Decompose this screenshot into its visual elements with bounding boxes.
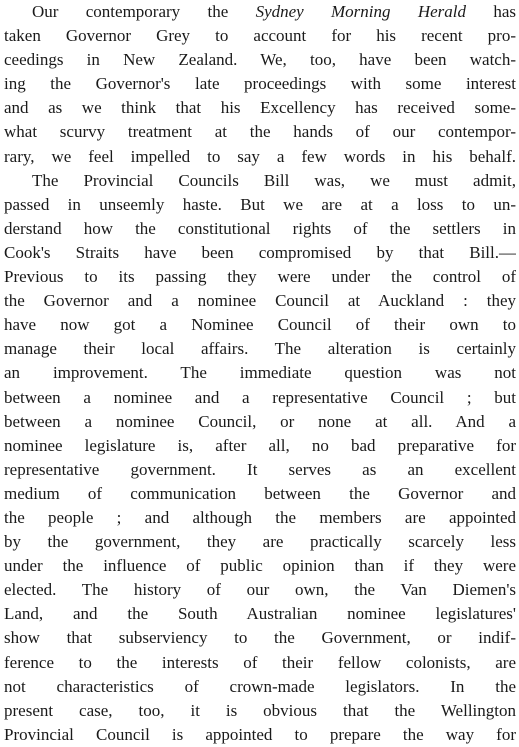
text-line: ference to the interests of their fellow colonists, are — [4, 652, 516, 672]
text-line: medium of communication between the Governor and — [4, 483, 516, 503]
text-line: show that subserviency to the Government, or indif- — [4, 628, 516, 648]
text-line: between a nominee Council, or none at all. And a — [4, 411, 516, 431]
text-line: nominee legislature is, after all, no bad preparative for — [4, 435, 516, 455]
text-line: The Provincial Councils Bill was, we must admit, — [32, 170, 516, 190]
text-line: Provincial Council is appointed to prepare the way for — [4, 724, 516, 744]
text-line: elected. The history of our own, the Van Diemen's — [4, 580, 516, 600]
text-line: have now got a Nominee Council of their own to — [4, 315, 516, 335]
text-line: an improvement. The immediate question was not — [4, 363, 516, 383]
text-line: representative government. It serves as an excellent — [4, 459, 516, 479]
article-column — [4, 0, 516, 747]
text-line: between a nominee and a representative Council ; but — [4, 387, 516, 407]
text-segment: Our contemporary the — [32, 2, 256, 21]
text-line: ing the Governor's late proceedings with some interest — [4, 74, 516, 94]
text-line: and as we think that his Excellency has received some- — [4, 98, 516, 118]
text-line: what scurvy treatment at the hands of our contempor- — [4, 122, 516, 142]
text-line: Land, and the South Australian nominee legislatures' — [4, 604, 516, 624]
text-line: the Governor and a nominee Council at Auckland : they — [4, 291, 516, 311]
text-line: under the influence of public opinion than if they were — [4, 556, 516, 576]
text-line: by the government, they are practically scarcely less — [4, 532, 516, 552]
text-line: rary, we feel impelled to say a few words in his behalf. — [4, 146, 516, 166]
text-line: taken Governor Grey to account for his recent pro- — [4, 26, 516, 46]
text-line: manage their local affairs. The alteration is certainly — [4, 339, 516, 359]
newspaper-title: Sydney Morning Herald — [255, 2, 466, 21]
text-line — [4, 0, 516, 24]
text-line: derstand how the constitutional rights of the settlers in — [4, 218, 516, 238]
text-line: Previous to its passing they were under the control of — [4, 267, 516, 287]
text-line: the people ; and although the members are appointed — [4, 507, 516, 527]
text-line: Cook's Straits have been compromised by that Bill.— — [4, 242, 516, 262]
text-line: not characteristics of crown-made legislators. In the — [4, 676, 516, 696]
text-line: present case, too, it is obvious that the Wellington — [4, 700, 516, 720]
text-segment: has — [466, 2, 516, 21]
text-line: passed in unseemly haste. But we are at a loss to un- — [4, 194, 516, 214]
text-line: ceedings in New Zealand. We, too, have been watch- — [4, 50, 516, 70]
